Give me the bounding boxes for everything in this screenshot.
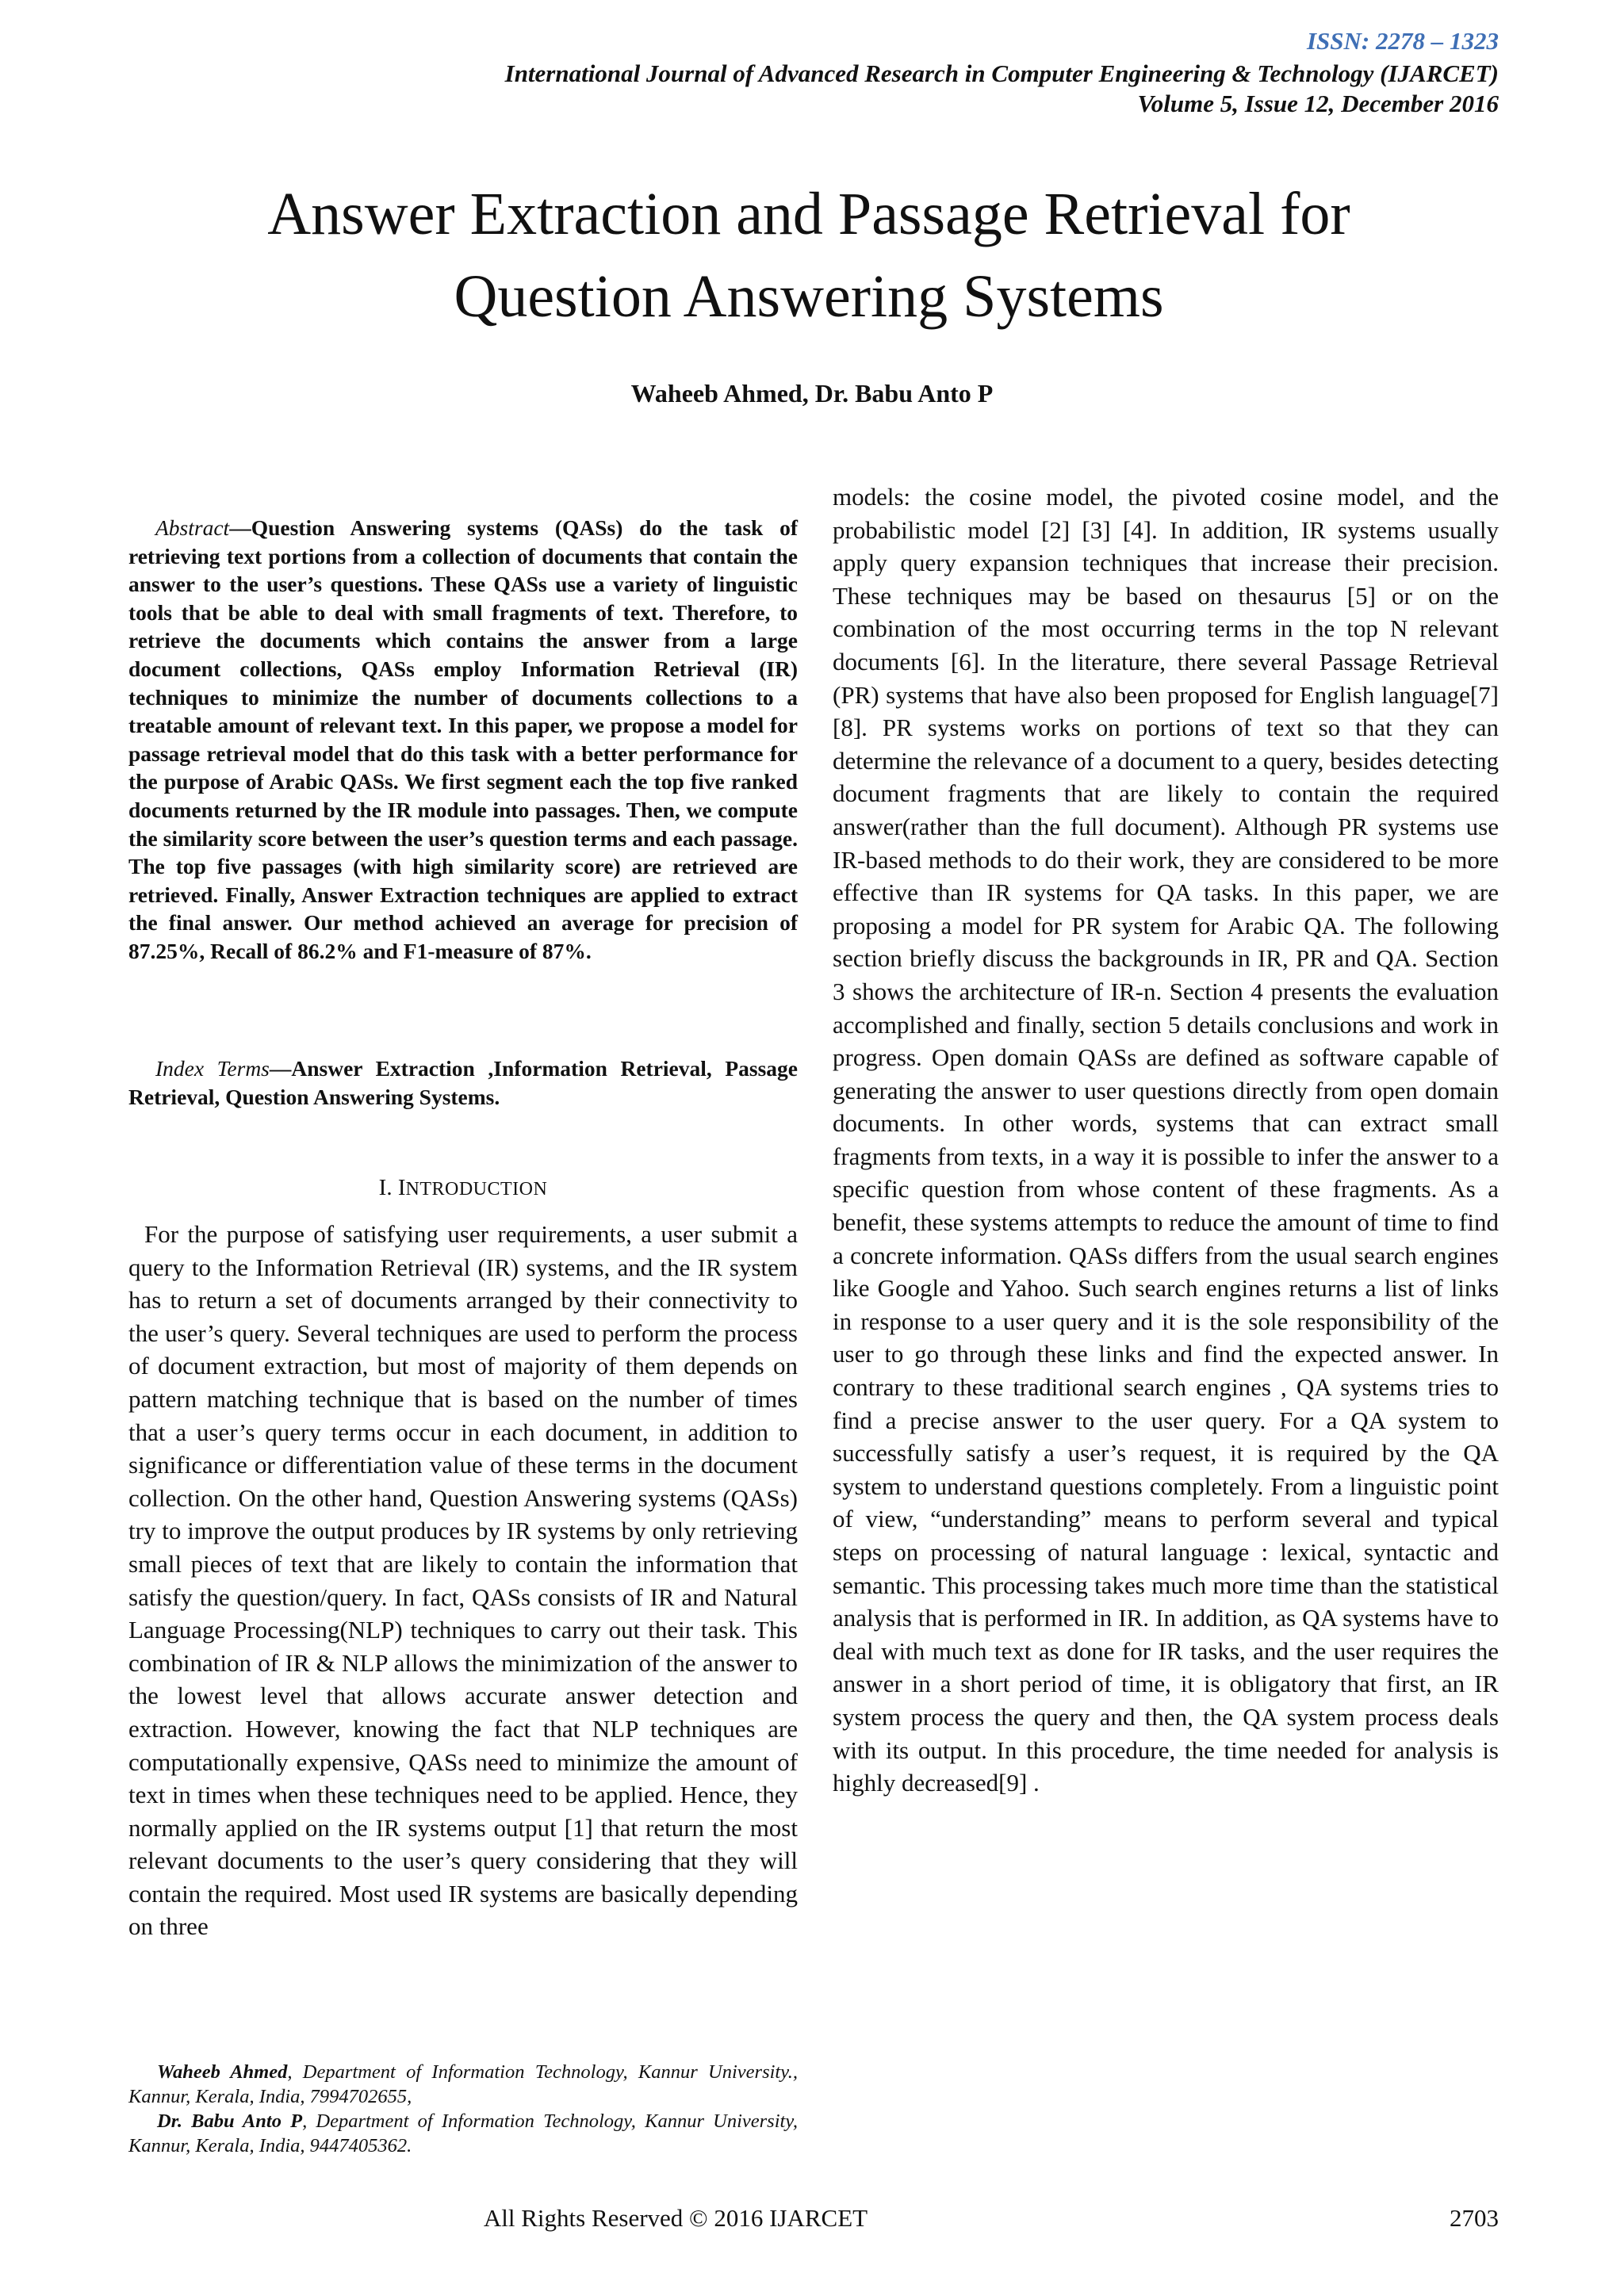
journal-volume: Volume 5, Issue 12, December 2016 (1137, 90, 1499, 117)
author-affiliations (128, 2060, 798, 2158)
index-terms-label: Index Terms (155, 1056, 270, 1081)
page-number: 2703 (1450, 2204, 1499, 2232)
abstract-label: Abstract (155, 515, 230, 540)
affiliation-2 (128, 2109, 798, 2158)
journal-header (505, 59, 1499, 119)
introduction-text-right: models: the cosine model, the pivoted cosine model, and the probabilistic model [2] [3] [4]. In addition, IR systems usually apply query expansion techniques that increase their precision. These techniques may be based on thesaurus [5] or on the combination of the most occurring terms in the top N relevant documents [6]. In the literature, there several Passage Retrieval (PR) systems that have also been proposed for English language[7][8]. PR systems works on portions of text so that they can determine the relevance of a document to a query, besides detecting document fragments that are likely to contain the required answer(rather than the full document). Although PR systems use IR-based methods to do their work, they are considered to be more effective than IR systems for QA tasks. In this paper, we are proposing a model for PR system for Arabic QA. The following section briefly discuss the backgrounds in IR, PR and QA. Section 3 shows the architecture of IR-n. Section 4 presents the evaluation accomplished and finally, section 5 details conclusions and work in progress. Open domain QASs are defined as software capable of generating the answer to user questions directly from open domain documents. In other words, systems that can extract small fragments from texts, in a way it is possible to infer the answer to a specific question from whose content of these fragments. As a benefit, these systems attempts to reduce the amount of time to find a concrete information. QASs differs from the usual search engines like Google and Yahoo. Such search engines returns a list of links in response to a user query and it is the sole responsibility of the user to go through these links and find the expected answer. In contrary to these traditional search engines , QA systems tries to find a precise answer to the user query. For a QA system to successfully satisfy a user’s request, it is required by the QA system to understand questions completely. From a linguistic point of view, “understanding” means to perform several and typical steps on processing of natural language : lexical, syntactic and semantic. This processing takes much more time than the statistical analysis that is performed in IR. In addition, as QA systems have to deal with much text as done for IR tasks, and the user requires the answer in a short period of time, it is obligatory that first, an IR system process the query and then, the QA system process deals with its output. In this procedure, the time needed for analysis is highly decreased[9] . (833, 483, 1499, 1797)
affiliation-1-text: , Department of Information Technology, Kannur University., Kannur, Kerala, India, 7994702655, (128, 2061, 798, 2107)
section-heading-introduction (128, 1175, 798, 1201)
introduction-text-left: For the purpose of satisfying user requirements, a user submit a query to the Information Retrieval (IR) systems, and the IR system has to return a set of documents arranged by their connectivity to the user’s query. Several techniques are used to perform the process of document extraction, but most of majority of them depends on pattern matching technique that is based on the number of times that a user’s query terms occur in each document, in addition to significance or differentiation value of these terms in the document collection. On the other hand, Question Answering systems (QASs) try to improve the output produces by IR systems by only retrieving small pieces of text that are likely to contain the information that satisfy the question/query. In fact, QASs consists of IR and Natural Language Processing(NLP) techniques to carry out their task. This combination of IR & NLP allows the minimization of the answer to the lowest level that allows accurate answer detection and extraction. However, knowing the fact that NLP techniques are computationally expensive, QASs need to minimize the amount of text in times when these techniques need to be applied. Hence, they normally applied on the IR systems output [1] that return the most relevant documents to the user’s query considering that they will contain the required. Most used IR systems are basically depending on three (128, 1220, 798, 1941)
section-number: I. (378, 1175, 398, 1200)
paper-title-line-2: Question Answering Systems (454, 263, 1164, 330)
affiliation-1-name: Waheeb Ahmed (157, 2061, 288, 2083)
index-terms (128, 1054, 798, 1111)
section-title-initial: I (397, 1175, 406, 1200)
issn-number: ISSN: 2278 – 1323 (1306, 27, 1499, 55)
abstract-text: —Question Answering systems (QASs) do the task of retrieving text portions from a collection of documents that contain the answer to the user’s questions. These QASs use a variety of linguistic tools that be able to deal with small fragments of text. Therefore, to retrieve the documents which contains the answer from a large document collections, QASs employ Information Retrieval (IR) techniques to minimize the number of documents collections to a treatable amount of relevant text. In this paper, we propose a model for passage retrieval model that do this task with a better performance for the purpose of Arabic QASs. We first segment each the top five ranked documents returned by the IR module into passages. Then, we compute the similarity score between the user’s question terms and each passage. The top five passages (with high similarity score) are retrieved are retrieved. Finally, Answer Extraction techniques are applied to extract the final answer. Our method achieved an average for precision of 87.25%, Recall of 86.2% and F1-measure of 87%. (128, 515, 798, 963)
abstract (128, 514, 798, 966)
affiliation-2-name: Dr. Babu Anto P (157, 2110, 303, 2132)
journal-name: International Journal of Advanced Research in Computer Engineering & Technology (IJARCET) (504, 59, 1499, 87)
index-terms-text: —Answer Extraction ,Information Retrieval, Passage Retrieval, Question Answering Systems. (128, 1056, 798, 1109)
paper-title-line-1: Answer Extraction and Passage Retrieval for (267, 181, 1350, 247)
affiliation-1 (128, 2060, 798, 2109)
copyright-notice: All Rights Reserved © 2016 IJARCET (483, 2204, 868, 2232)
paper-title (159, 173, 1459, 338)
section-title-rest: NTRODUCTION (405, 1179, 548, 1200)
affiliation-2-text: , Department of Information Technology, Kannur University, Kannur, Kerala, India, 9447405362. (128, 2110, 798, 2156)
paper-authors: Waheeb Ahmed, Dr. Babu Anto P (630, 379, 994, 408)
